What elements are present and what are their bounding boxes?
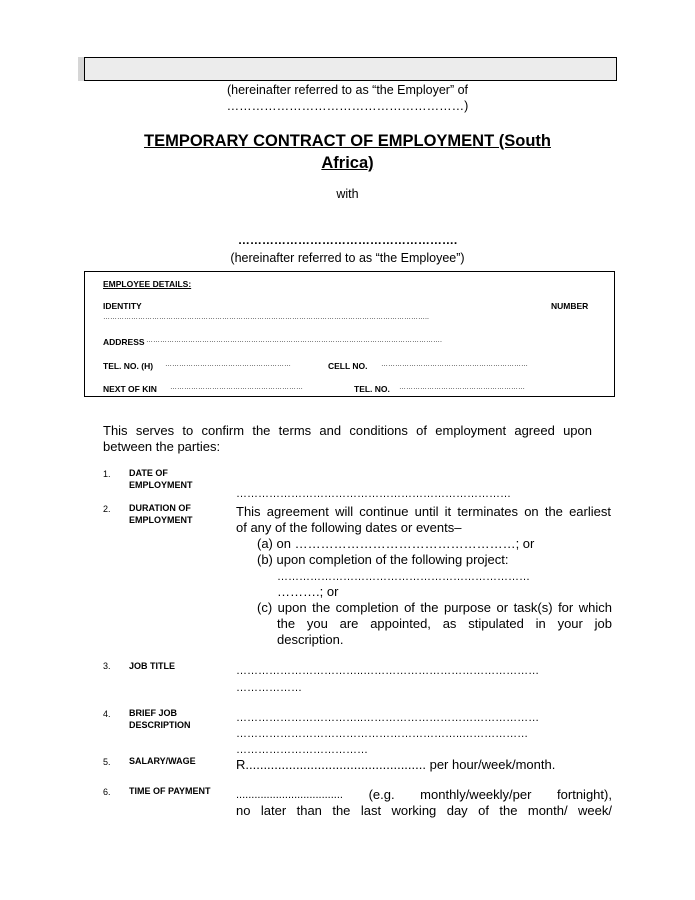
clause-1-label-line2: EMPLOYMENT: [129, 480, 193, 490]
clause-5-number: 5.: [103, 757, 111, 767]
clause-2-option-c-line3: description.: [277, 632, 344, 647]
clause-4-number: 4.: [103, 709, 111, 719]
payment-time-line1: [236, 787, 612, 803]
job-description-field-line3[interactable]: ………………………………: [236, 744, 368, 756]
cell-label: CELL NO.: [328, 361, 368, 371]
clause-2-line1: This agreement will continue until it terminates on the earliest: [236, 504, 611, 519]
clause-4-label-line2: DESCRIPTION: [129, 720, 191, 730]
clause-2-line2: of any of the following dates or events–: [236, 520, 462, 535]
clause-4-label-line1: BRIEF JOB: [129, 708, 178, 718]
job-description-field-line1[interactable]: ……………………………..…………………………………………: [236, 712, 540, 724]
job-title-field-line2[interactable]: ………………: [236, 682, 302, 694]
kin-tel-label: TEL. NO.: [354, 384, 390, 394]
project-field-end: ……….; or: [277, 584, 339, 599]
identity-label: IDENTITY: [103, 301, 142, 311]
clause-3-label: JOB TITLE: [129, 661, 176, 671]
number-label: NUMBER: [551, 301, 589, 311]
clause-6-number: 6.: [103, 787, 111, 797]
employee-details-heading: EMPLOYEE DETAILS:: [103, 279, 192, 289]
job-description-field-line2[interactable]: ……………………………………………………..………………: [236, 728, 529, 740]
employer-ref-line1: (hereinafter referred to as “the Employer” of: [226, 83, 469, 97]
clause-2-option-c-line1: (c) upon the completion of the purpose or task(s) for which: [257, 600, 612, 615]
salary-field[interactable]: R.................................................. per hour/week/month.: [236, 757, 556, 772]
payment-time-line2: no later than the last working day of the month/ week/: [236, 803, 612, 818]
intro-line2: between the parties:: [103, 439, 221, 454]
payment-eg: (e.g.: [368, 787, 395, 802]
address-field[interactable]: ……………………………………………………………………………………………………………….: [146, 337, 442, 344]
job-title-field[interactable]: ……………………………..…………………………………………: [236, 665, 540, 677]
address-label: ADDRESS: [103, 337, 145, 347]
employee-name-dots: ……………………………………………….: [237, 233, 458, 247]
clause-2-option-b: (b) upon completion of the following project:: [257, 552, 509, 567]
kin-label: NEXT OF KIN: [103, 384, 157, 394]
employee-ref: (hereinafter referred to as “the Employee”): [230, 251, 465, 265]
kin-field[interactable]: …………………………………………………: [170, 384, 303, 391]
payment-frequency-field[interactable]: ...................................: [236, 789, 343, 801]
employee-details-box: [84, 271, 615, 397]
payment-fortnight: fortnight),: [557, 787, 612, 802]
clause-2-label-line1: DURATION OF: [129, 503, 191, 513]
page-title-line1: TEMPORARY CONTRACT OF EMPLOYMENT (South: [144, 132, 551, 150]
clause-1-number: 1.: [103, 469, 111, 479]
cell-field[interactable]: ………………………………………………………: [381, 361, 528, 368]
clause-5-label: SALARY/WAGE: [129, 756, 196, 766]
employer-ref-line2: …………………………………………………): [226, 99, 469, 113]
clause-6-label: TIME OF PAYMENT: [129, 786, 211, 796]
tel-field[interactable]: ………………………………………………: [165, 361, 291, 368]
identity-field[interactable]: …………………………………………………………………………………………………………………………..: [103, 314, 429, 321]
kin-tel-field[interactable]: ………………………………………………: [399, 384, 525, 391]
header-bar: [84, 57, 617, 81]
clause-2-option-c-line2: the you are appointed, as stipulated in your job: [277, 616, 612, 631]
clause-3-number: 3.: [103, 661, 111, 671]
intro-line1: This serves to confirm the terms and conditions of employment agreed upon: [103, 423, 592, 438]
clause-2-number: 2.: [103, 504, 111, 514]
clause-1-label-line1: DATE OF: [129, 468, 168, 478]
project-field[interactable]: ……………………………………………………………: [277, 571, 530, 583]
clause-2-option-a: (a) on ……………………………………………; or: [257, 536, 535, 551]
clause-2-label-line2: EMPLOYMENT: [129, 515, 193, 525]
employment-date-field[interactable]: …………………………………………………………………: [236, 488, 511, 500]
page-title-line2: Africa): [321, 154, 374, 172]
payment-options: monthly/weekly/per: [420, 787, 532, 802]
with-text: with: [336, 187, 359, 201]
tel-label: TEL. NO. (H): [103, 361, 154, 371]
